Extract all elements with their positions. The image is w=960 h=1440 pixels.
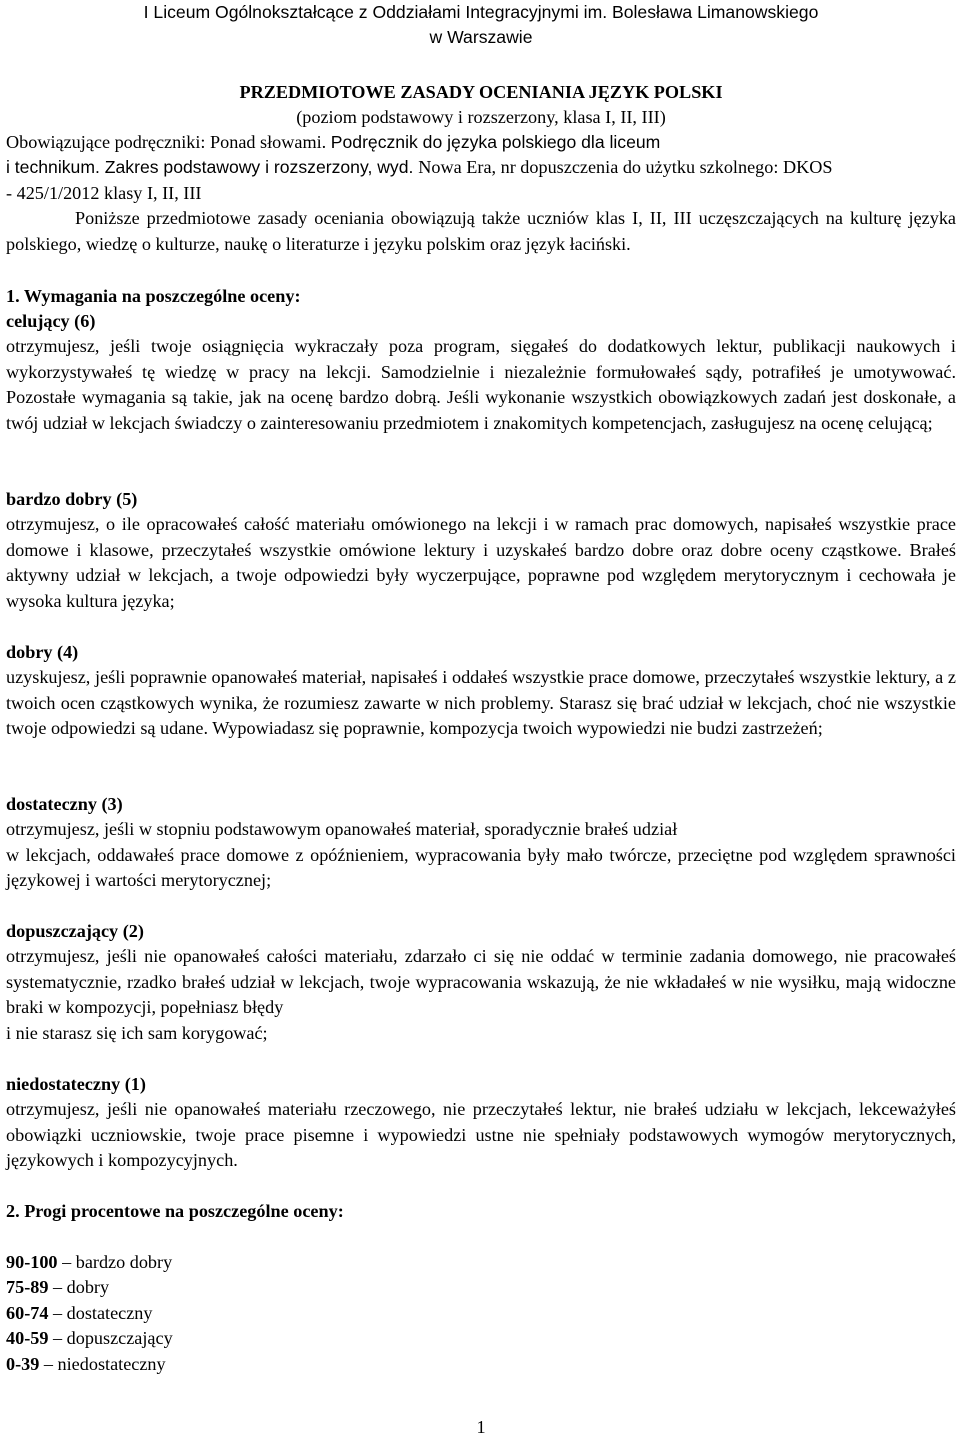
- school-name: [6, 0, 956, 51]
- threshold-item: 40-59 – dopuszczający: [6, 1328, 173, 1349]
- textbooks-label: Obowiązujące podręczniki: Ponad słowami.: [6, 132, 331, 152]
- school-name-line-1: I Liceum Ogólnokształcące z Oddziałami Integracyjnymi im. Bolesława Limanowskiego: [143, 2, 819, 22]
- grade-bardzo-dobry: [6, 487, 956, 614]
- threshold-item: 90-100 – bardzo dobry: [6, 1252, 173, 1272]
- grade-description: otrzymujesz, jeśli nie opanowałeś materiału rzeczowego, nie przeczytałeś lektur, nie brałeś udziału w lekcjach, lekceważyłeś obowiązki uczniowskie, twoje prace pisemne i wypowiedzi ustne nie spełniały podstawowych wymogów merytorycznych, językowych i kompozycyjnych.: [6, 1099, 957, 1171]
- grade-title: dobry (4): [6, 642, 79, 662]
- threshold-list: [6, 1250, 956, 1377]
- grade-description-line: otrzymujesz, jeśli w stopniu podstawowym opanowałeś materiał, sporadycznie brałeś udział: [6, 819, 678, 840]
- title-block: [6, 80, 956, 131]
- textbooks-line-3: - 425/1/2012 klasy I, II, III: [6, 182, 202, 203]
- section-2-heading-block: [6, 1199, 956, 1224]
- textbook-approval: Nowa Era, nr dopuszczenia do użytku szkolnego: DKOS: [418, 157, 833, 178]
- textbooks-line-1: [6, 130, 956, 155]
- grade-title: niedostateczny (1): [6, 1074, 146, 1094]
- page-number: 1: [476, 1417, 486, 1437]
- scope-paragraph: Poniższe przedmiotowe zasady oceniania obowiązują także uczniów klas I, II, III uczęszczających na kulturę języka polskiego, wiedzę o kulturze, naukę o literaturze i języku polskim oraz język łaciński.: [6, 208, 956, 254]
- section-1-heading-block: [6, 284, 956, 309]
- section-2-heading: 2. Progi procentowe na poszczególne oceny:: [6, 1201, 344, 1221]
- textbook-title: Podręcznik do języka polskiego dla liceum: [330, 132, 661, 152]
- grade-description: otrzymujesz, jeśli nie opanowałeś całości materiału, zdarzało ci się nie oddać w terminie zadania domowego, nie pracowałeś systematycznie, rzadko brałeś udział w lekcjach, twoje wypracowania wskazują, że nie wkładałeś w nie wysiłku, mają widoczne braki w kompozycji, popełniasz błędy: [6, 946, 957, 1018]
- threshold-item: 60-74 – dostateczny: [6, 1302, 153, 1323]
- grade-description: otrzymujesz, o ile opracowałeś całość materiału omówionego na lekcji i w ramach prac domowych, napisałeś wszystkie prace domowe i klasowe, przeczytałeś wszystkie omówione lektury i uzyskałeś bardzo dobre oraz dobre oceny cząstkowe. Brałeś aktywny udział w lekcjach, a twoje odpowiedzi były wyczerpujące, poprawne pod względem merytorycznym i cechowała je wysoka kultura języka;: [6, 514, 957, 611]
- document-subtitle: (poziom podstawowy i rozszerzony, klasa I, II, III): [296, 107, 666, 128]
- grade-title: bardzo dobry (5): [6, 489, 138, 509]
- grade-title: dostateczny (3): [6, 794, 123, 814]
- grade-description: otrzymujesz, jeśli twoje osiągnięcia wykraczały poza program, sięgałeś do dodatkowych lektur, publikacji naukowych i wykorzystywałeś tę wiedzę w pracy na lekcji. Samodzielnie i niezależnie formułowałeś sądy, potrafiłeś je umotywować. Pozostałe wymagania są takie, jak na ocenę bardzo dobrą. Jeśli wykonanie wszystkich obowiązkowych zadań jest doskonałe, a twój udział w lekcjach świadczy o zainteresowaniu przedmiotem i znakomitych kompetencjach, zasługujesz na ocenę celującą;: [6, 336, 956, 433]
- document-title: PRZEDMIOTOWE ZASADY OCENIANIA JĘZYK POLSKI: [239, 82, 723, 102]
- textbook-edition: i technikum. Zakres podstawowy i rozszerzony, wyd.: [6, 157, 419, 178]
- grade-title: dopuszczający (2): [6, 921, 144, 941]
- grade-title: celujący (6): [6, 311, 96, 331]
- section-1-heading: 1. Wymagania na poszczególne oceny:: [6, 286, 301, 306]
- threshold-item: 0-39 – niedostateczny: [6, 1353, 166, 1374]
- school-name-line-2: w Warszawie: [429, 27, 533, 48]
- grade-dobry: [6, 640, 956, 742]
- grade-description: w lekcjach, oddawałeś prace domowe z opóźnieniem, wypracowania były mało twórcze, przeciętne pod względem sprawności językowej i wartości merytorycznej;: [6, 844, 956, 891]
- threshold-item: 75-89 – dobry: [6, 1277, 110, 1298]
- grade-description-line: i nie starasz się ich sam korygować;: [6, 1022, 268, 1043]
- grade-dopuszczajacy: [6, 919, 956, 1046]
- textbooks-line-2: [6, 155, 956, 180]
- grade-description: uzyskujesz, jeśli poprawnie opanowałeś materiał, napisałeś i oddałeś wszystkie prace domowe, przeczytałeś wszystkie lektury, a z twoich ocen cząstkowych wynika, że rozumiesz zawarte w nich problemy. Starasz się brać udział w lekcjach, choć nie wszystkie twoje odpowiedzi są udane. Wypowiadasz się poprawnie, kompozycja twoich wypowiedzi nie budzi zastrzeżeń;: [6, 667, 957, 739]
- grade-dostateczny: [6, 792, 956, 894]
- intro-section: [6, 130, 956, 257]
- grade-celujacy: [6, 309, 956, 436]
- grade-niedostateczny: [6, 1072, 956, 1174]
